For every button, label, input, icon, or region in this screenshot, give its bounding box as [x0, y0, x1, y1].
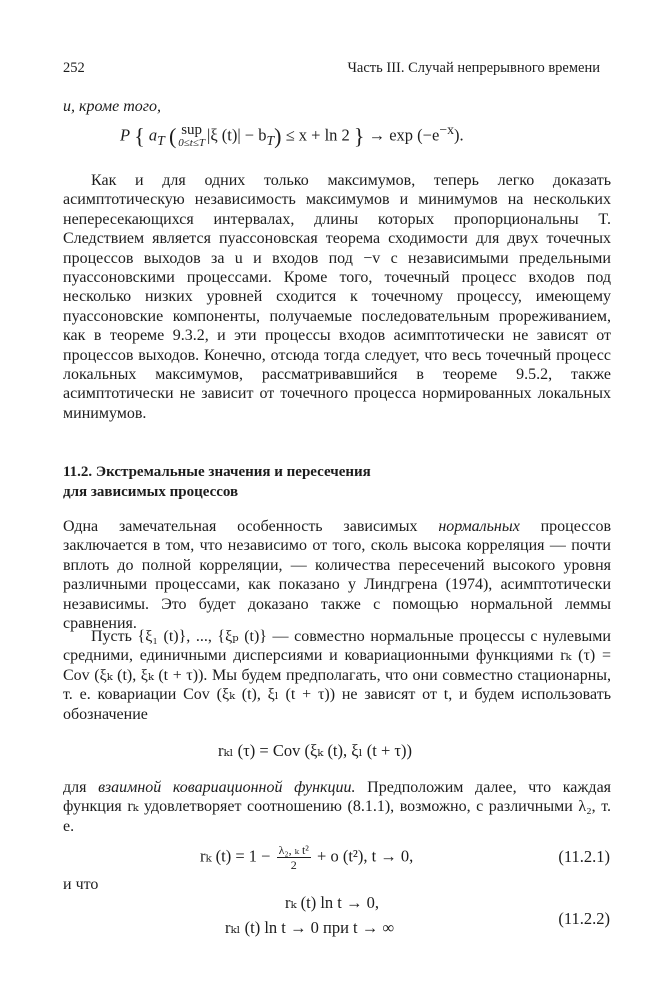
equation-label-11-2-1: (11.2.1) — [558, 847, 610, 866]
emphasis-cross-covariance: взаимной ковариационной функции. — [98, 779, 356, 796]
formula-sup-limit: P { $a_T$ ( sup 0≤t≤T |ξ $(t)| - b_T) \le x + \ln 2$ } → $\exp (-e^{-x})$. — [120, 121, 464, 149]
formula-11-2-2-line1: rₖ (t) ln t → 0, — [285, 893, 380, 912]
sup-operator: sup 0≤t≤T — [178, 121, 206, 149]
formula-11-2-2-line2: rₖₗ (t) ln t → 0 при t → ∞ — [225, 918, 395, 937]
paragraph-assumptions: для взаимной ковариационной функции. Предположим далее, что каждая функция rₖ удовлетворяет соотношению (8.1.1), возможно, с различными λ₂, т. е. — [63, 779, 612, 835]
fraction: $\frac{\text{λ₂, ₖ t²}}{2}$ — [278, 843, 309, 872]
page-header — [63, 60, 600, 82]
paragraph-definitions: Пусть {ξ₁ (t)}, ..., {ξₚ (t)} — совместно нормальные процессы с нулевыми средними, единичными дисперсиями и ковариационными функциями rₖ (τ) = Cov (ξₖ (t), ξₖ (t + τ)). Мы будем предполагать, что они совместно стационарны, т. е. ковариации Cov (ξₖ (t), ξₗ (t + τ)) не зависят от t, и будем использовать обозначение — [63, 628, 611, 723]
section-heading-line2: для зависимых процессов — [63, 484, 239, 500]
section-heading — [63, 462, 371, 502]
page-number: 252 — [63, 60, 85, 76]
formula-11-2-1: rₖ (t) = 1 − $\frac{\text{λ₂, ₖ t²}}{2}$ + o (t²), t → 0, — [200, 843, 414, 872]
formula-cross-covariance: rₖₗ (τ) = Cov (ξₖ (t), ξₗ (t + τ)) — [218, 741, 413, 760]
section-heading-line1: 11.2. Экстремальные значения и пересечения — [63, 464, 371, 480]
paragraph-dependent-processes: Одна замечательная особенность зависимых нормальных процессов заключается в том, что независимо от того, сколь высока корреляция — почти вплоть до полной корреляции, — количества пересечений высокого уровня различными процессами, как показано у Линдгрена (1974), асимптотически независимы. Это будет доказано также с помощью нормальной леммы сравнения. — [63, 518, 611, 633]
emphasis-normal: нормальных — [438, 518, 520, 535]
paragraph-asymptotic-independence: Как и для одних только максимумов, теперь легко доказать асимптотическую независимость максимумов и минимумов на нескольких непересекающихся интервалах, длины которых пропорциональны T. Следствием является пуассоновская теорема сходимости для двух точечных процессов выходов за u и входов под −v с независимыми предельными пуассоновскими процессами. Кроме того, точечный процесс входов под несколько низких уровней сходится к точечному процессу, имеющему пуассоновские компоненты, получаемые последовательным прореживанием, как в теореме 9.3.2, и эти процессы входов асимптотически не зависят от процессов выходов. Конечно, отсюда тогда следует, что весь точечный процесс локальных максимумов, рассматривавшийся в теореме 9.5.2, также асимптотически не зависит от точечного процесса нормированных локальных минимумов. — [63, 172, 611, 422]
lead-in-text: и, кроме того, — [63, 98, 161, 115]
running-title: Часть III. Случай непрерывного времени — [347, 60, 600, 76]
equation-label-11-2-2: (11.2.2) — [558, 909, 610, 928]
and-that-text: и что — [63, 876, 99, 893]
